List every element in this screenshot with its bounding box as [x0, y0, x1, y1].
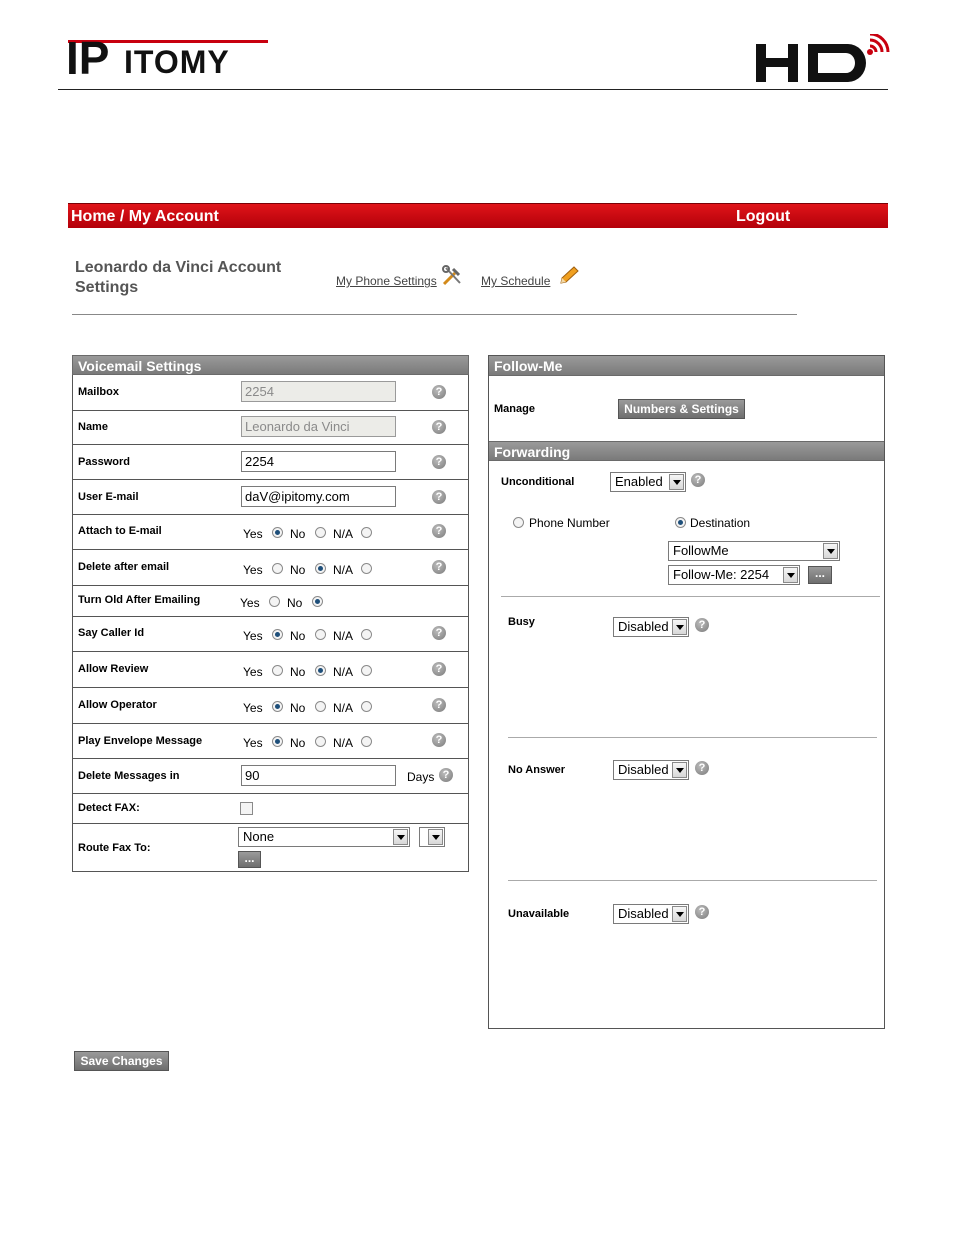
help-icon[interactable]: ? — [432, 698, 446, 712]
phone-number-radio[interactable] — [513, 517, 524, 528]
vm-row-turn-old-after-emailing — [73, 585, 468, 616]
breadcrumb-home[interactable]: Home / My Account — [71, 208, 219, 225]
vm-row-user-email — [73, 479, 468, 514]
mailbox-input[interactable] — [241, 381, 396, 402]
unconditional-label: Unconditional — [501, 476, 575, 488]
delete-messages-label: Delete Messages in — [78, 770, 180, 782]
vm-row-name — [73, 410, 468, 444]
detect-fax-checkbox[interactable] — [240, 802, 253, 815]
destination-target-value: Follow-Me: 2254 — [673, 567, 770, 582]
days-label: Days — [407, 770, 435, 784]
route-fax-secondary-select[interactable] — [419, 827, 445, 847]
yes-radio[interactable] — [272, 701, 283, 712]
no-label: No — [290, 665, 306, 679]
vm-row-mailbox — [73, 375, 468, 410]
name-input[interactable] — [241, 416, 396, 437]
chevron-down-icon — [783, 567, 798, 583]
logout-link[interactable]: Logout — [736, 208, 791, 225]
svg-text:IP: IP — [66, 32, 110, 78]
help-icon[interactable]: ? — [691, 473, 705, 487]
route-fax-more-button[interactable]: ... — [238, 851, 261, 868]
vm-row-delete-messages — [73, 758, 468, 793]
na-radio[interactable] — [361, 563, 372, 574]
na-label: N/A — [333, 665, 354, 679]
vm-row-attach-to-email — [73, 514, 468, 549]
mailbox-label: Mailbox — [78, 386, 119, 398]
destination-type-select[interactable] — [668, 541, 840, 561]
unavailable-value: Disabled — [618, 906, 669, 921]
busy-value: Disabled — [618, 619, 669, 634]
vm-row-password — [73, 444, 468, 479]
chevron-down-icon — [393, 829, 408, 845]
yes-label: Yes — [240, 596, 260, 610]
unavailable-label: Unavailable — [508, 908, 570, 920]
na-radio[interactable] — [361, 665, 372, 676]
my-schedule-link[interactable]: My Schedule — [481, 274, 551, 288]
save-changes-button[interactable]: Save Changes — [74, 1051, 169, 1071]
unconditional-value: Enabled — [615, 474, 663, 489]
vm-row-say-caller-id — [73, 616, 468, 651]
unavailable-select[interactable] — [613, 904, 689, 924]
na-label: N/A — [333, 701, 354, 715]
no-label: No — [290, 563, 306, 577]
yes-radio[interactable] — [269, 596, 280, 607]
no-radio[interactable] — [315, 563, 326, 574]
vm-row-detect-fax — [73, 793, 468, 823]
vm-row-allow-review — [73, 651, 468, 687]
forwarding-divider — [501, 596, 880, 597]
yes-radio[interactable] — [272, 665, 283, 676]
help-icon[interactable]: ? — [695, 905, 709, 919]
chevron-down-icon — [672, 762, 687, 778]
page-title: Leonardo da Vinci Account Settings — [75, 259, 282, 296]
no-radio[interactable] — [312, 596, 323, 607]
route-fax-value: None — [243, 829, 275, 844]
yes-label: Yes — [243, 665, 263, 679]
hd-logo — [752, 34, 892, 86]
user-email-input[interactable] — [241, 486, 396, 507]
play-envelope-label: Play Envelope Message — [78, 735, 203, 747]
help-icon[interactable]: ? — [432, 385, 446, 399]
no-answer-select[interactable] — [613, 760, 689, 780]
follow-me-heading: Follow-Me — [489, 356, 884, 376]
turn-old-label: Turn Old After Emailing — [78, 594, 201, 606]
vm-row-play-envelope-message — [73, 723, 468, 758]
unconditional-select[interactable] — [610, 472, 686, 492]
chevron-down-icon — [428, 829, 443, 845]
na-label: N/A — [333, 527, 354, 541]
yes-radio[interactable] — [272, 736, 283, 747]
na-radio[interactable] — [361, 629, 372, 640]
help-icon[interactable]: ? — [432, 455, 446, 469]
chevron-down-icon — [823, 543, 838, 559]
yes-label: Yes — [243, 629, 263, 643]
no-radio[interactable] — [315, 736, 326, 747]
manage-label: Manage — [494, 403, 535, 415]
na-label: N/A — [333, 736, 354, 750]
no-label: No — [290, 736, 306, 750]
vm-row-allow-operator — [73, 687, 468, 723]
help-icon[interactable]: ? — [432, 662, 446, 676]
destination-type-value: FollowMe — [673, 543, 729, 558]
chevron-down-icon — [672, 906, 687, 922]
busy-divider — [508, 737, 877, 738]
destination-radio[interactable] — [675, 517, 686, 528]
route-fax-label: Route Fax To: — [78, 842, 151, 854]
yes-radio[interactable] — [272, 629, 283, 640]
pencil-icon[interactable] — [558, 265, 580, 285]
forwarding-heading: Forwarding — [489, 441, 884, 461]
help-icon[interactable]: ? — [432, 420, 446, 434]
chevron-down-icon — [672, 619, 687, 635]
help-icon[interactable]: ? — [432, 490, 446, 504]
yes-radio[interactable] — [272, 563, 283, 574]
no-radio[interactable] — [315, 665, 326, 676]
busy-select[interactable] — [613, 617, 689, 637]
destination-target-select[interactable] — [668, 565, 800, 585]
help-icon[interactable]: ? — [432, 560, 446, 574]
voicemail-settings-heading: Voicemail Settings — [72, 355, 469, 375]
no-radio[interactable] — [315, 527, 326, 538]
delete-messages-days-input[interactable] — [241, 765, 396, 786]
title-divider — [72, 314, 797, 315]
numbers-settings-button[interactable]: Numbers & Settings — [618, 399, 745, 419]
help-icon[interactable]: ? — [432, 524, 446, 538]
delete-after-email-label: Delete after email — [78, 561, 170, 573]
help-icon[interactable]: ? — [432, 626, 446, 640]
attach-to-email-label: Attach to E-mail — [78, 525, 162, 537]
no-label: No — [287, 596, 303, 610]
top-navbar — [68, 203, 888, 228]
route-fax-select[interactable] — [238, 827, 410, 847]
no-label: No — [290, 701, 306, 715]
help-icon[interactable]: ? — [439, 768, 453, 782]
na-radio[interactable] — [361, 701, 372, 712]
say-caller-id-label: Say Caller Id — [78, 627, 145, 639]
voicemail-settings-panel — [72, 355, 469, 872]
tools-icon[interactable] — [441, 265, 463, 287]
na-label: N/A — [333, 563, 354, 577]
my-phone-settings-link[interactable]: My Phone Settings — [336, 274, 437, 288]
password-label: Password — [78, 456, 130, 468]
detect-fax-label: Detect FAX: — [78, 802, 140, 814]
chevron-down-icon — [669, 474, 684, 490]
header-divider — [58, 89, 888, 90]
help-icon[interactable]: ? — [695, 618, 709, 632]
help-icon[interactable]: ? — [432, 733, 446, 747]
yes-radio[interactable] — [272, 527, 283, 538]
name-label: Name — [78, 421, 108, 433]
na-radio[interactable] — [361, 736, 372, 747]
follow-me-panel — [488, 355, 885, 1029]
vm-row-route-fax — [73, 823, 468, 871]
no-answer-label: No Answer — [508, 764, 566, 776]
help-icon[interactable]: ? — [695, 761, 709, 775]
yes-label: Yes — [243, 701, 263, 715]
no-label: No — [290, 527, 306, 541]
svg-text:ITOMY: ITOMY — [124, 44, 230, 78]
no-radio[interactable] — [315, 629, 326, 640]
ipitomy-logo — [66, 30, 272, 78]
yes-label: Yes — [243, 563, 263, 577]
password-input[interactable] — [241, 451, 396, 472]
allow-review-label: Allow Review — [78, 663, 149, 675]
voicemail-settings-table — [72, 375, 469, 872]
vm-row-delete-after-email — [73, 549, 468, 585]
yes-label: Yes — [243, 736, 263, 750]
no-answer-divider — [508, 880, 877, 881]
busy-label: Busy — [508, 616, 535, 628]
na-radio[interactable] — [361, 527, 372, 538]
na-label: N/A — [333, 629, 354, 643]
destination-label: Destination — [690, 516, 751, 530]
no-radio[interactable] — [315, 701, 326, 712]
phone-number-label: Phone Number — [529, 516, 610, 530]
yes-label: Yes — [243, 527, 263, 541]
user-email-label: User E-mail — [78, 491, 139, 503]
no-answer-value: Disabled — [618, 762, 669, 777]
no-label: No — [290, 629, 306, 643]
allow-operator-label: Allow Operator — [78, 699, 157, 711]
destination-more-button[interactable]: ... — [808, 566, 832, 584]
